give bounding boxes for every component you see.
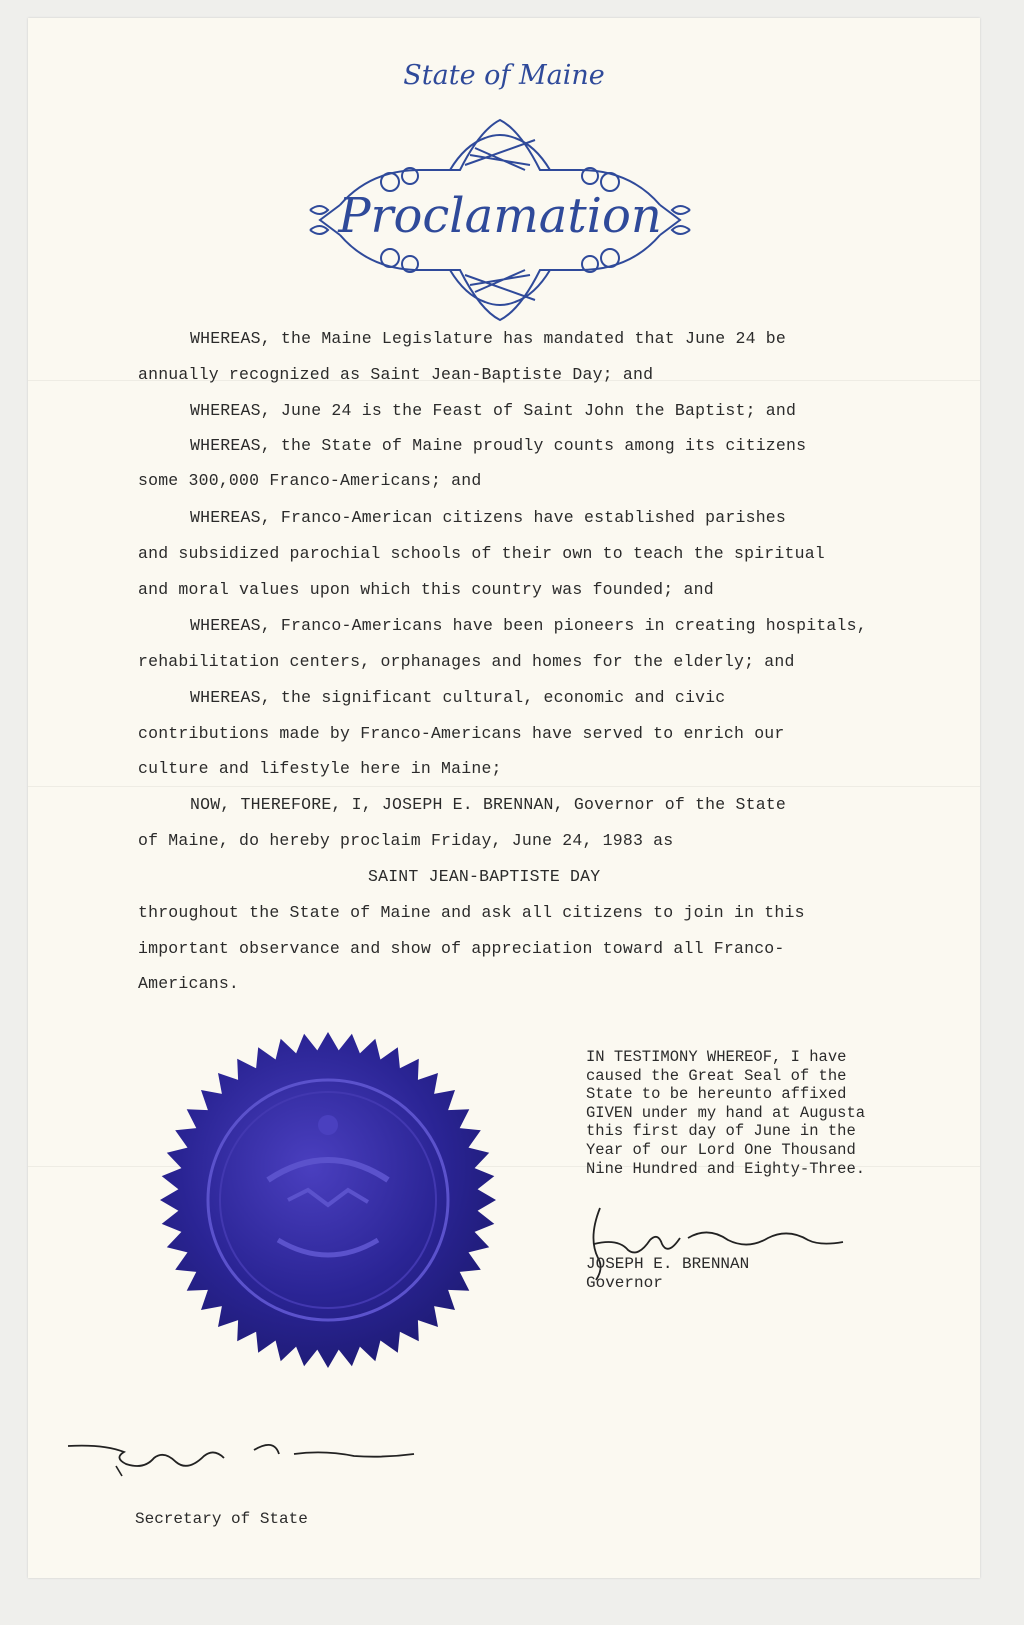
- text-line: WHEREAS, Franco-American citizens have established parishes: [190, 508, 786, 527]
- testimony-line: Nine Hundred and Eighty-Three.: [586, 1159, 866, 1178]
- text-line: some 300,000 Franco-Americans; and: [138, 471, 482, 490]
- text-line: throughout the State of Maine and ask all citizens to join in this: [138, 903, 805, 922]
- proclamation-page: [28, 18, 980, 1578]
- text-line: culture and lifestyle here in Maine;: [138, 759, 502, 778]
- testimony-line: GIVEN under my hand at Augusta: [586, 1103, 866, 1122]
- testimony-line: State to be hereunto affixed: [586, 1085, 847, 1104]
- text-line: and subsidized parochial schools of their own to teach the spiritual: [138, 544, 825, 563]
- secretary-signature-icon: [64, 1428, 424, 1508]
- state-heading: State of Maine: [403, 60, 605, 91]
- text-line: of Maine, do hereby proclaim Friday, June 24, 1983 as: [138, 831, 674, 850]
- text-line: rehabilitation centers, orphanages and homes for the elderly; and: [138, 652, 795, 671]
- testimony-line: this first day of June in the: [586, 1122, 856, 1141]
- text-line: WHEREAS, Franco-Americans have been pioneers in creating hospitals,: [190, 616, 867, 635]
- text-line: important observance and show of appreciation toward all Franco-: [138, 939, 785, 958]
- testimony-block: [586, 1048, 865, 1178]
- text-line: WHEREAS, the State of Maine proudly counts among its citizens: [190, 436, 807, 455]
- text-line: and moral values upon which this country was founded; and: [138, 580, 714, 599]
- text-line: WHEREAS, the Maine Legislature has mandated that June 24 be: [190, 329, 786, 348]
- governor-title: Governor: [586, 1274, 663, 1292]
- testimony-line: IN TESTIMONY WHEREOF, I have: [586, 1048, 847, 1066]
- fold-line: [28, 786, 980, 787]
- text-line: NOW, THEREFORE, I, JOSEPH E. BRENNAN, Governor of the State: [190, 795, 786, 814]
- testimony-line: Year of our Lord One Thousand: [586, 1140, 856, 1159]
- ornamental-cartouche-icon: [300, 110, 700, 330]
- testimony-line: caused the Great Seal of the: [586, 1066, 847, 1085]
- text-line: WHEREAS, June 24 is the Feast of Saint John the Baptist; and: [190, 401, 797, 420]
- text-line: contributions made by Franco-Americans have served to enrich our: [138, 724, 785, 743]
- proclaimed-day: SAINT JEAN-BAPTISTE DAY: [368, 867, 601, 886]
- text-line: WHEREAS, the significant cultural, economic and civic: [190, 688, 726, 707]
- state-seal-icon: [158, 1030, 498, 1370]
- cartouche-title: Proclamation: [338, 188, 662, 244]
- text-line: annually recognized as Saint Jean-Baptiste Day; and: [138, 365, 654, 384]
- secretary-title: Secretary of State: [135, 1510, 308, 1528]
- governor-name: JOSEPH E. BRENNAN: [586, 1255, 750, 1273]
- text-line: Americans.: [138, 974, 240, 993]
